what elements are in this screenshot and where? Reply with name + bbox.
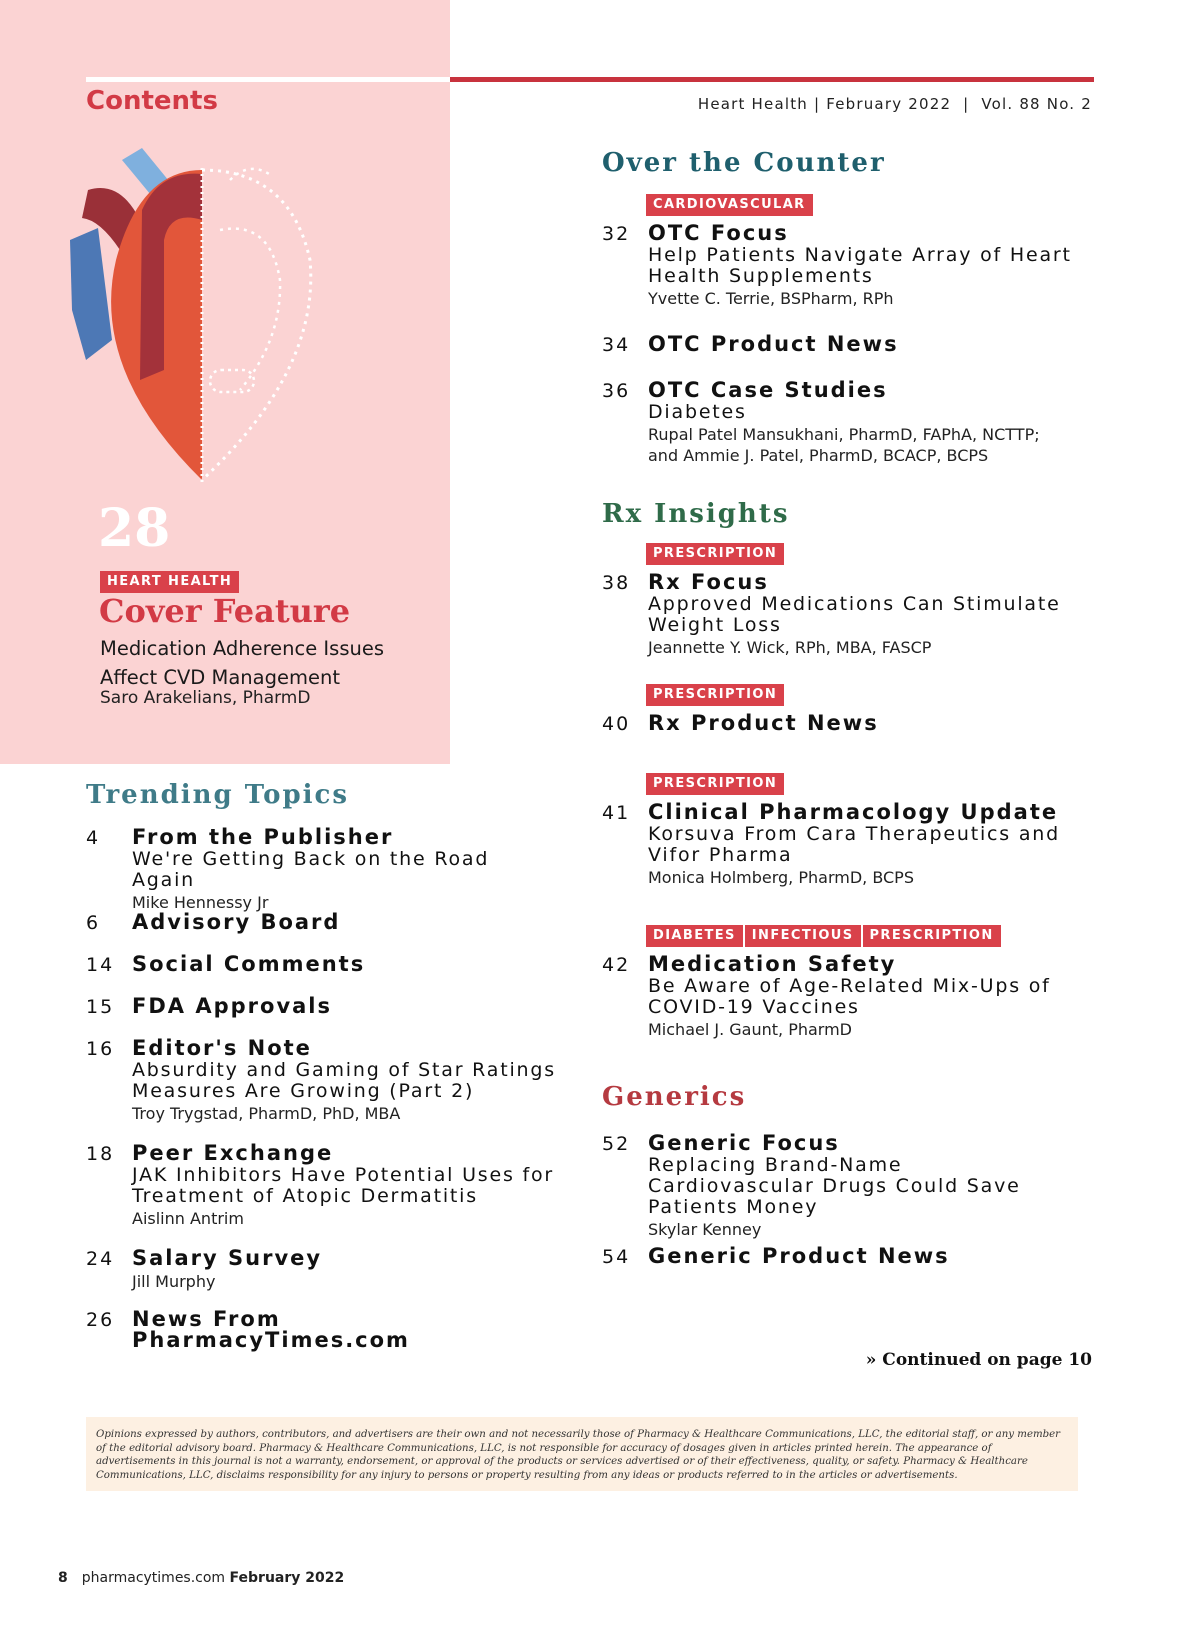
entry-title: Rx Product News	[648, 711, 879, 735]
header-rule-left	[86, 77, 450, 82]
toc-entry[interactable]	[602, 1244, 1072, 1268]
entry-page: 40	[602, 713, 631, 735]
toc-entry[interactable]	[602, 542, 1072, 658]
entry-author: Monica Holmberg, PharmD, BCPS	[648, 868, 914, 887]
entry-title: OTC Case Studies	[648, 378, 888, 402]
entry-author: Troy Trygstad, PharmD, PhD, MBA	[132, 1104, 401, 1123]
category-tag: PRESCRIPTION	[646, 543, 784, 565]
entry-subtitle: Be Aware of Age-Related Mix-Ups of COVID-19 Vaccines	[648, 975, 1051, 1018]
disclaimer: Opinions expressed by authors, contributors, and advertisers are their own and not necessarily those of Pharmacy & Healthcare Communications, LLC, the editorial staff, or any member of the editorial advisory board. Pharmacy & Healthcare Communications, LLC, is not responsible for accuracy of dosages given in articles printed herein. The appearance of advertisements in this journal is not a warranty, endorsement, or approval of the products or services advertised or of their effectiveness, quality, or safety. Pharmacy & Healthcare Communications, LLC, disclaims responsibility for any injury to persons or property resulting from any ideas or products referred to in the articles or advertisements.	[86, 1417, 1078, 1491]
entry-title: FDA Approvals	[132, 994, 332, 1018]
contents-title: Contents	[86, 86, 218, 116]
entry-subtitle: Help Patients Navigate Array of Heart Health Supplements	[648, 244, 1072, 287]
entry-author: Yvette C. Terrie, BSPharm, RPh	[648, 289, 894, 308]
heart-illustration	[60, 140, 360, 510]
entry-title: Social Comments	[132, 952, 366, 976]
entry-title: Peer Exchange	[132, 1141, 334, 1165]
category-tag: CARDIOVASCULAR	[646, 194, 813, 216]
entry-subtitle: Diabetes	[648, 401, 747, 423]
toc-entry[interactable]	[602, 683, 1072, 735]
entry-subtitle: Replacing Brand-Name Cardiovascular Drugs Could Save Patients Money	[648, 1154, 1021, 1218]
continued-link[interactable]: » Continued on page 10	[865, 1350, 1092, 1370]
section-heading-otc: Over the Counter	[602, 148, 886, 178]
entry-title: Clinical Pharmacology Update	[648, 800, 1059, 824]
entry-subtitle: Approved Medications Can Stimulate Weight Loss	[648, 593, 1061, 636]
toc-entry[interactable]	[86, 1307, 410, 1352]
entry-author: Mike Hennessy Jr	[132, 893, 269, 912]
entry-author: Aislinn Antrim	[132, 1209, 244, 1228]
cover-description: Medication Adherence Issues Affect CVD Management	[100, 637, 385, 689]
entry-author: Rupal Patel Mansukhani, PharmD, FAPhA, NCTTP; and Ammie J. Patel, PharmD, BCACP, BCPS	[648, 425, 1040, 465]
entry-page: 6	[86, 912, 101, 934]
entry-title: OTC Product News	[648, 332, 899, 356]
toc-entry[interactable]	[86, 1036, 556, 1124]
entry-page: 24	[86, 1248, 115, 1270]
entry-page: 26	[86, 1309, 115, 1331]
header-rule-right	[450, 77, 1094, 82]
page-footer	[58, 1570, 344, 1586]
entry-subtitle: JAK Inhibitors Have Potential Uses for Treatment of Atopic Dermatitis	[132, 1164, 555, 1207]
section-heading-rx: Rx Insights	[602, 499, 790, 529]
toc-entry[interactable]	[602, 332, 1072, 356]
entry-page: 18	[86, 1143, 115, 1165]
entry-page: 52	[602, 1133, 631, 1155]
entry-title: OTC Focus	[648, 221, 789, 245]
toc-entry[interactable]	[86, 1246, 556, 1292]
cover-page-number: 28	[98, 498, 171, 559]
entry-page: 4	[86, 827, 101, 849]
cover-author: Saro Arakelians, PharmD	[100, 688, 311, 708]
entry-page: 32	[602, 223, 631, 245]
toc-entry[interactable]	[86, 1141, 556, 1229]
entry-page: 36	[602, 380, 631, 402]
entry-author: Michael J. Gaunt, PharmD	[648, 1020, 852, 1039]
toc-entry[interactable]	[602, 1131, 1072, 1240]
entry-title: Editor's Note	[132, 1036, 312, 1060]
footer-site[interactable]: pharmacytimes.com	[81, 1570, 226, 1586]
section-heading-generics: Generics	[602, 1082, 747, 1112]
toc-entry[interactable]	[86, 910, 556, 934]
toc-entry[interactable]	[602, 772, 1072, 888]
toc-entry[interactable]	[602, 924, 1072, 1040]
entry-title: Generic Focus	[648, 1131, 840, 1155]
cover-title[interactable]: Cover Feature	[99, 592, 351, 630]
category-tag: DIABETES	[646, 925, 743, 947]
category-tag: INFECTIOUS	[745, 925, 861, 947]
entry-page: 15	[86, 996, 115, 1018]
entry-subtitle: Korsuva From Cara Therapeutics and Vifor Pharma	[648, 823, 1060, 866]
entry-page: 38	[602, 572, 631, 594]
toc-entry[interactable]	[86, 825, 556, 913]
toc-entry[interactable]	[602, 378, 1072, 466]
entry-author: Jeannette Y. Wick, RPh, MBA, FASCP	[648, 638, 932, 657]
category-tag: PRESCRIPTION	[646, 773, 784, 795]
category-tag: HEART HEALTH	[100, 571, 239, 593]
entry-page: 41	[602, 802, 631, 824]
issue-line: Heart Health | February 2022 | Vol. 88 No. 2	[697, 95, 1092, 113]
entry-page: 34	[602, 334, 631, 356]
footer-date: February 2022	[229, 1570, 345, 1586]
entry-title: Medication Safety	[648, 952, 897, 976]
entry-author: Skylar Kenney	[648, 1220, 762, 1239]
entry-title: Generic Product News	[648, 1244, 950, 1268]
entry-subtitle: We're Getting Back on the Road Again	[132, 848, 490, 891]
entry-page: 54	[602, 1246, 631, 1268]
entry-page: 16	[86, 1038, 115, 1060]
toc-entry[interactable]	[602, 193, 1072, 309]
entry-title: Salary Survey	[132, 1246, 323, 1270]
entry-title: Rx Focus	[648, 570, 769, 594]
cover-tag	[100, 570, 241, 593]
entry-subtitle: Absurdity and Gaming of Star Ratings Measures Are Growing (Part 2)	[132, 1059, 556, 1102]
footer-page-number: 8	[58, 1570, 68, 1586]
entry-page: 14	[86, 954, 115, 976]
entry-title: Advisory Board	[132, 910, 341, 934]
section-heading-trending: Trending Topics	[86, 780, 350, 810]
category-tag: PRESCRIPTION	[646, 684, 784, 706]
entry-title: News From PharmacyTimes.com	[132, 1307, 410, 1352]
entry-page: 42	[602, 954, 631, 976]
entry-author: Jill Murphy	[132, 1272, 216, 1291]
category-tag: PRESCRIPTION	[863, 925, 1001, 947]
toc-entry[interactable]	[86, 994, 556, 1018]
entry-title: From the Publisher	[132, 825, 394, 849]
toc-entry[interactable]	[86, 952, 556, 976]
